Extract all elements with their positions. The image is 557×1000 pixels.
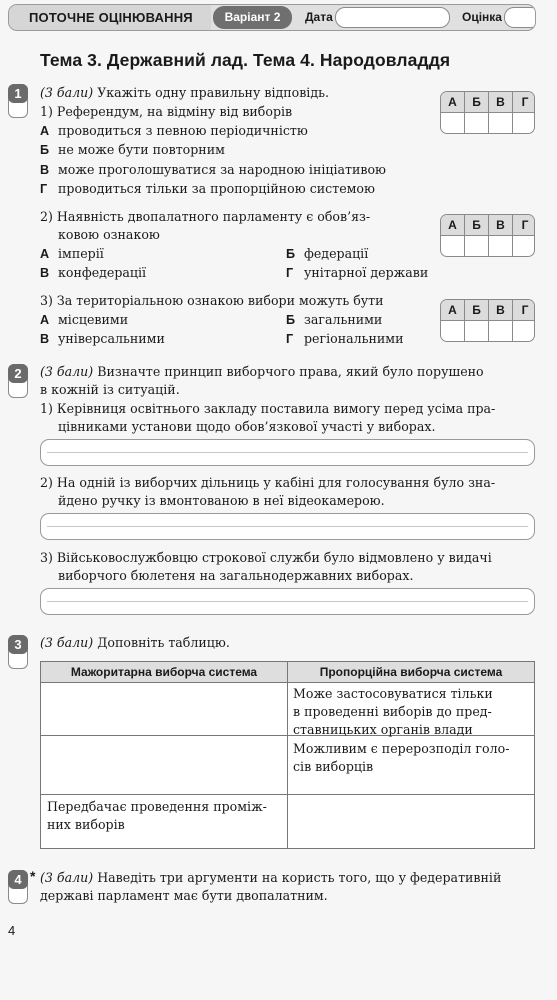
answer-option: Г унітарної держави [286, 265, 429, 280]
table-header-proportional: Пропорційна виборча система [288, 662, 534, 683]
answer-field[interactable] [40, 439, 535, 466]
header-title: ПОТОЧНЕ ОЦІНЮВАННЯ [9, 5, 211, 30]
task3-instruction: (3 бали) Доповніть таблицю. [40, 635, 230, 650]
task4-instruction: (3 бали) Наведіть три аргументи на користь того, що у федеративній [40, 870, 502, 885]
situation-text: 2) На одній із виборчих дільниць у кабіні для голосування було зна- [40, 475, 496, 490]
task1-q2-stem: 2) Наявність двопалатного парламенту є обов’яз- [40, 209, 371, 224]
answer-cell[interactable] [513, 236, 535, 257]
answer-cell[interactable] [441, 236, 465, 257]
task2-instruction-cont: в кожній із ситуацій. [40, 382, 180, 397]
answer-grid-q2[interactable]: А Б В Г [440, 214, 535, 257]
table-header-majoritarian: Мажоритарна виборча система [41, 662, 287, 683]
table-cell: Можливим є перерозподіл голо- сів виборців [293, 741, 510, 774]
answer-option: Г регіональними [286, 331, 404, 346]
table-cell-empty[interactable] [47, 740, 283, 790]
answer-grid-q3[interactable]: А Б В Г [440, 299, 535, 342]
answer-option: В універсальними [40, 331, 165, 346]
task1-q2-stem-cont: ковою ознакою [58, 227, 160, 242]
answer-option: А проводиться з певною періодичністю [40, 123, 308, 138]
answer-cell[interactable] [441, 321, 465, 342]
answer-field[interactable] [40, 588, 535, 615]
electoral-systems-table [40, 661, 535, 849]
date-label: Дата [305, 10, 333, 24]
date-field[interactable] [335, 7, 450, 28]
task-number-badge: 4 [8, 870, 28, 904]
situation-text-cont: цівниками установи щодо обов’язкової участі у виборах. [58, 419, 436, 434]
task-number-badge: 2 [8, 364, 28, 398]
answer-option: Б федерації [286, 246, 369, 261]
answer-option: А імперії [40, 246, 104, 261]
answer-option: Б не може бути повторним [40, 142, 225, 157]
answer-cell[interactable] [513, 321, 535, 342]
table-cell-empty[interactable] [47, 686, 283, 732]
situation-text-cont: виборчого бюлетеня на загальнодержавних виборах. [58, 568, 414, 583]
answer-cell[interactable] [465, 113, 489, 134]
answer-option: Г проводиться тільки за пропорційною системою [40, 181, 375, 196]
topic-title: Тема 3. Державний лад. Тема 4. Народовладдя [40, 50, 451, 70]
task1-q1-stem: 1) Референдум, на відміну від виборів [40, 104, 293, 119]
situation-text: 3) Військовослужбовцю строкової служби було відмовлено у видачі [40, 550, 492, 565]
task1-q3-stem: 3) За територіальною ознакою вибори можуть бути [40, 293, 384, 308]
answer-cell[interactable] [489, 236, 513, 257]
assessment-header [8, 4, 536, 31]
answer-option: В може проголошуватися за народною ініціативою [40, 162, 387, 177]
task1-instruction: (3 бали) Укажіть одну правильну відповідь. [40, 85, 329, 100]
situation-text-cont: йдено ручку із вмонтованою в неї відеокамерою. [58, 493, 385, 508]
answer-option: В конфедерації [40, 265, 147, 280]
answer-cell[interactable] [489, 113, 513, 134]
table-cell: Передбачає проведення проміж- них виборів [47, 799, 267, 832]
page-number: 4 [8, 923, 16, 938]
table-cell-empty[interactable] [293, 798, 529, 846]
answer-option: Б загальними [286, 312, 383, 327]
answer-cell[interactable] [465, 321, 489, 342]
table-cell: Може застосовуватися тільки в проведенні виборів до пред- ставницьких органів влади [293, 686, 493, 737]
task-number-badge: 3 [8, 635, 28, 669]
situation-text: 1) Керівниця освітнього закладу поставила вимогу перед усіма пра- [40, 401, 496, 416]
score-label: Оцінка [462, 10, 502, 24]
task4-instruction-cont: державі парламент має бути двопалатним. [40, 888, 328, 903]
difficulty-star: * [30, 868, 36, 884]
task2-instruction: (3 бали) Визначте принцип виборчого права, який було порушено [40, 364, 484, 379]
answer-cell[interactable] [465, 236, 489, 257]
answer-option: А місцевими [40, 312, 129, 327]
answer-cell[interactable] [513, 113, 535, 134]
task-number-badge: 1 [8, 84, 28, 118]
score-field[interactable] [504, 7, 536, 28]
answer-cell[interactable] [441, 113, 465, 134]
variant-badge: Варіант 2 [213, 6, 292, 29]
answer-grid-q1[interactable]: А Б В Г [440, 91, 535, 134]
answer-field[interactable] [40, 513, 535, 540]
answer-cell[interactable] [489, 321, 513, 342]
